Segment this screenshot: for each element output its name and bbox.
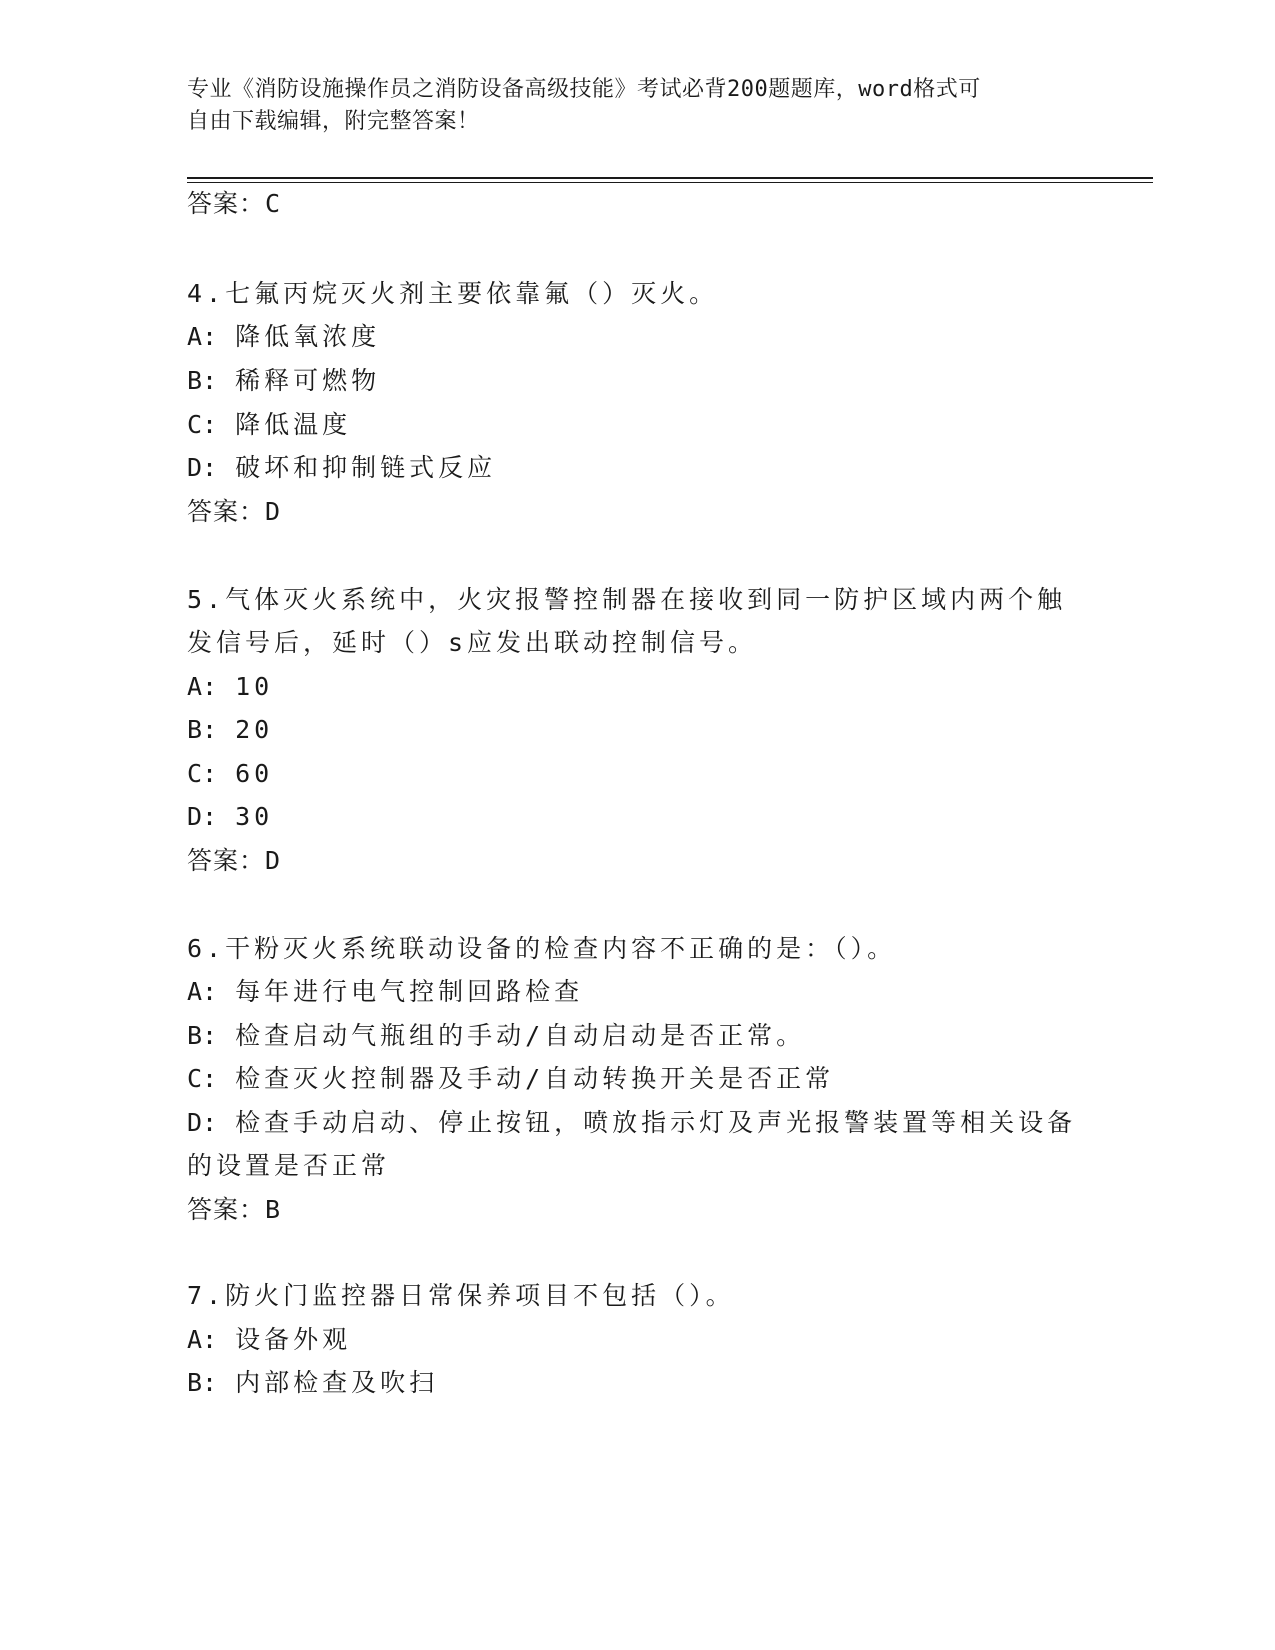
question-stem-continued: 发信号后，延时（）s应发出联动控制信号。: [187, 628, 758, 657]
option-a: A: 设备外观: [187, 1325, 352, 1354]
option-c: C: 检查灭火控制器及手动/自动转换开关是否正常: [187, 1064, 835, 1093]
answer-value: D: [265, 846, 282, 875]
option-c: C: 降低温度: [187, 410, 352, 439]
option-d-continued: 的设置是否正常: [187, 1151, 391, 1180]
question-stem: 6.干粉灭火系统联动设备的检查内容不正确的是：（）。: [187, 934, 897, 963]
header-line-1: 专业《消防设施操作员之消防设备高级技能》考试必背200题题库，word格式可: [187, 77, 981, 102]
answer-line: 答案：D: [187, 497, 282, 526]
answer-value: C: [265, 189, 282, 218]
answer-prefix: 答案：: [187, 189, 266, 218]
answer-value: B: [265, 1195, 282, 1224]
question-stem: 5.气体灭火系统中，火灾报警控制器在接收到同一防护区域内两个触: [187, 585, 1067, 614]
answer-line: [187, 186, 281, 222]
document-header: [187, 74, 1067, 138]
option-b: B: 稀释可燃物: [187, 366, 381, 395]
answer-line: 答案：B: [187, 1195, 282, 1224]
option-d: D: 破坏和抑制链式反应: [187, 453, 497, 482]
question-stem: 7.防火门监控器日常保养项目不包括（）。: [187, 1281, 735, 1310]
header-divider: [187, 177, 1153, 179]
option-a: A: 每年进行电气控制回路检查: [187, 977, 584, 1006]
option-b: B: 20: [187, 715, 274, 744]
answer-line: 答案：D: [187, 846, 282, 875]
header-divider-thin: [187, 182, 1153, 183]
option-d: D: 30: [187, 802, 274, 831]
option-a: A: 降低氧浓度: [187, 322, 381, 351]
option-c: C: 60: [187, 759, 274, 788]
answer-value: D: [265, 497, 282, 526]
question-stem: 4.七氟丙烷灭火剂主要依靠氟（）灭火。: [187, 279, 719, 308]
option-d: D: 检查手动启动、停止按钮，喷放指示灯及声光报警装置等相关设备: [187, 1108, 1077, 1137]
option-b: B: 内部检查及吹扫: [187, 1368, 439, 1397]
option-b: B: 检查启动气瓶组的手动/自动启动是否正常。: [187, 1021, 806, 1050]
option-a: A: 10: [187, 672, 274, 701]
header-line-2: 自由下载编辑，附完整答案！: [187, 109, 480, 134]
